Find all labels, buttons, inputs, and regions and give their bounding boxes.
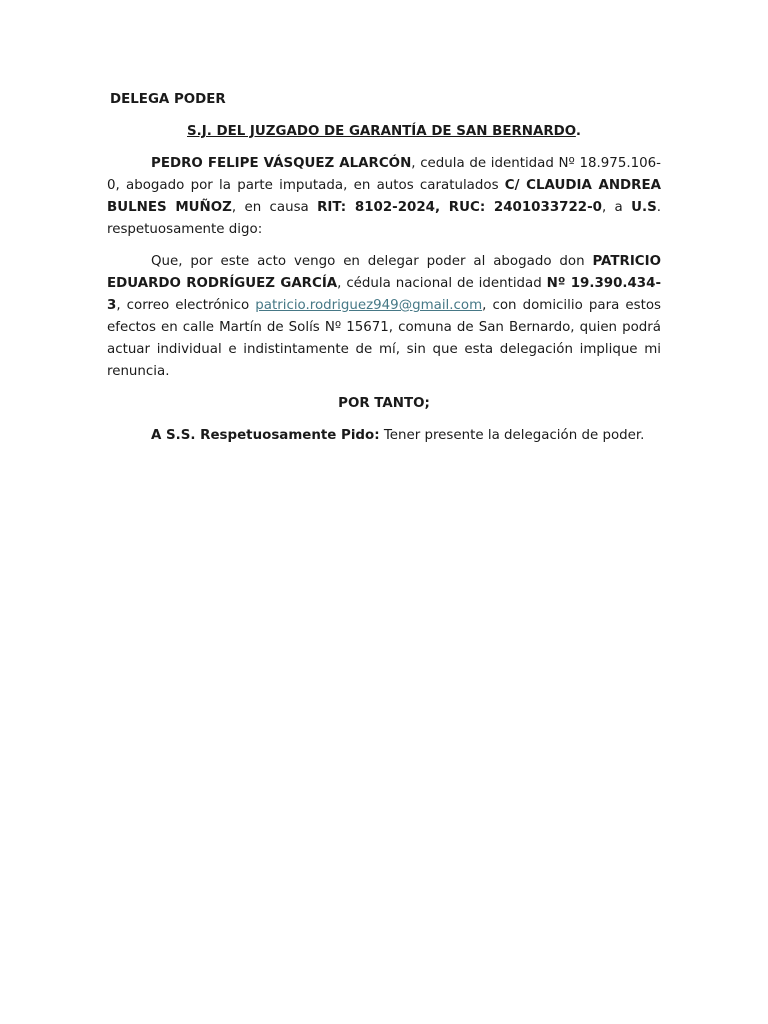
email-link[interactable]: patricio.rodriguez949@gmail.com: [255, 298, 483, 313]
document-sumilla: DELEGA PODER: [110, 92, 226, 107]
petition-paragraph-bold-run: A S.S. Respetuosamente Pido:: [151, 428, 380, 443]
paragraph-appearance-bold-run: RIT: 8102-2024, RUC: 2401033722-0: [317, 200, 602, 215]
document-addressee-bold-run: S.J. DEL JUZGADO DE GARANTÍA DE SAN BERNARDO: [187, 124, 576, 139]
paragraph-delegation-bold-run: PATRICIO EDUARDO RODRÍGUEZ GARCÍA: [107, 254, 661, 291]
petition-paragraph-text-run: Tener presente la delegación de poder.: [379, 428, 645, 443]
paragraph-delegation-text-run: , con domicilio para estos efectos en calle Martín de Solís Nº 15671, comuna de San Bernardo, quien podrá actuar individual e indistintamente de mí, sin que esta delegación implique mi renuncia.: [107, 298, 661, 379]
document-addressee: [107, 121, 661, 143]
paragraph-appearance-text-run: , cedula de identidad Nº 18.975.106- 0, abogado por la parte imputada, en autos caratulados: [107, 156, 661, 193]
paragraph-delegation-text-run: , cédula nacional de identidad: [337, 276, 547, 291]
paragraph-appearance-text-run: , a: [601, 200, 632, 215]
petition-paragraph: [107, 425, 661, 447]
paragraph-appearance-bold-run: U.S: [631, 200, 657, 215]
paragraph-appearance-bold-run: C/ CLAUDIA ANDREA BULNES MUÑOZ: [107, 178, 661, 215]
paragraph-appearance-text-run: , en causa: [231, 200, 318, 215]
document-addressee-bold-run: .: [575, 124, 581, 139]
paragraph-delegation-text-run: , correo electrónico: [116, 298, 256, 313]
paragraph-delegation-bold-run: Nº 19.390.434-3: [107, 276, 662, 313]
paragraph-delegation-text-run: Que, por este acto vengo en delegar poder al abogado don: [151, 254, 593, 269]
por-tanto-heading: POR TANTO;: [338, 396, 430, 411]
paragraph-delegation: [107, 251, 661, 383]
paragraph-appearance: [107, 153, 661, 241]
document-page: [107, 89, 661, 457]
paragraph-appearance-text-run: . respetuosamente digo:: [107, 200, 661, 237]
paragraph-appearance-bold-run: PEDRO FELIPE VÁSQUEZ ALARCÓN: [151, 156, 412, 171]
